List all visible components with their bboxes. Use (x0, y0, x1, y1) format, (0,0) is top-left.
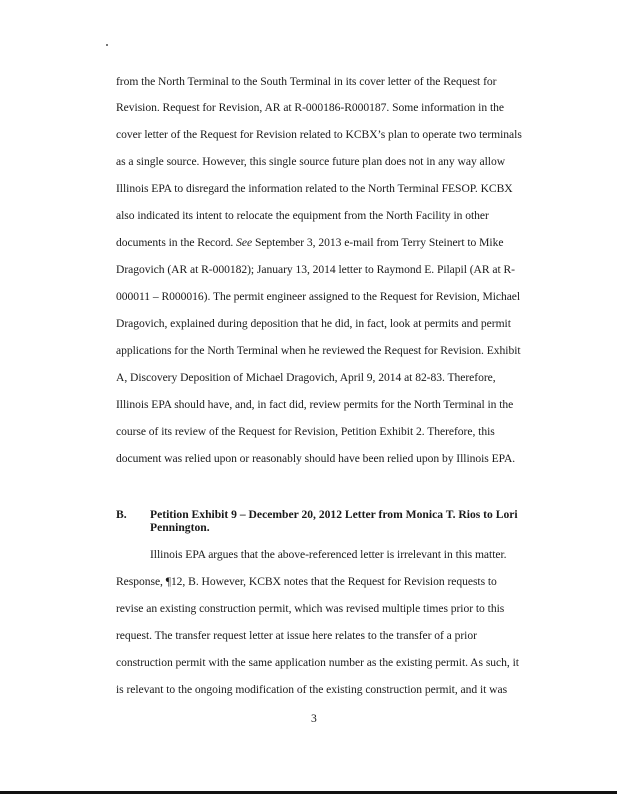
section-title-line: Pennington. (150, 521, 210, 534)
text-line: document was relied upon or reasonably should have been relied upon by Illinois EPA. (116, 452, 516, 465)
text-line: applications for the North Terminal when he reviewed the Request for Revision. Exhibit (116, 344, 521, 357)
text-line: is relevant to the ongoing modification of the existing construction permit, and it was (116, 683, 508, 696)
text-line: course of its review of the Request for Revision, Petition Exhibit 2. Therefore, this (116, 425, 495, 438)
text-line: Response, ¶12, B. However, KCBX notes that the Request for Revision requests to (116, 575, 497, 588)
text-line: Illinois EPA should have, and, in fact did, review permits for the North Terminal in the (116, 398, 514, 411)
text-line: Revision. Request for Revision, AR at R-000186-R000187. Some information in the (116, 101, 504, 114)
text-line: Dragovich (AR at R-000182); January 13, 2014 letter to Raymond E. Pilapil (AR at R- (116, 263, 515, 276)
text-line: construction permit with the same application number as the existing permit. As such, it (116, 656, 519, 669)
text-line: also indicated its intent to relocate the equipment from the North Facility in other (116, 209, 489, 222)
scan-bottom-edge (0, 791, 617, 794)
text-line: request. The transfer request letter at issue here relates to the transfer of a prior (116, 629, 477, 642)
page-number: 3 (311, 712, 317, 725)
text-line: 000011 – R000016). The permit engineer assigned to the Request for Revision, Michael (116, 290, 521, 303)
section-label: B. (116, 508, 127, 521)
text-line: cover letter of the Request for Revision related to KCBX’s plan to operate two terminals (116, 128, 522, 141)
text-line: as a single source. However, this single source future plan does not in any way allow (116, 155, 506, 168)
text-line: revise an existing construction permit, which was revised multiple times prior to this (116, 602, 505, 615)
text-line: Dragovich, explained during deposition that he did, in fact, look at permits and permit (116, 317, 511, 330)
section-title-line: Petition Exhibit 9 – December 20, 2012 Letter from Monica T. Rios to Lori (150, 508, 518, 521)
text-line: Illinois EPA to disregard the information related to the North Terminal FESOP. KCBX (116, 182, 513, 195)
text-line: A, Discovery Deposition of Michael Dragovich, April 9, 2014 at 82-83. Therefore, (116, 371, 496, 384)
text-line: from the North Terminal to the South Terminal in its cover letter of the Request for (116, 75, 497, 88)
scan-speck (106, 44, 108, 46)
text-line: Illinois EPA argues that the above-referenced letter is irrelevant in this matter. (150, 548, 507, 561)
citation-signal: See (236, 236, 253, 249)
text-line: documents in the Record. See September 3, 2013 e-mail from Terry Steinert to Mike (116, 236, 504, 249)
